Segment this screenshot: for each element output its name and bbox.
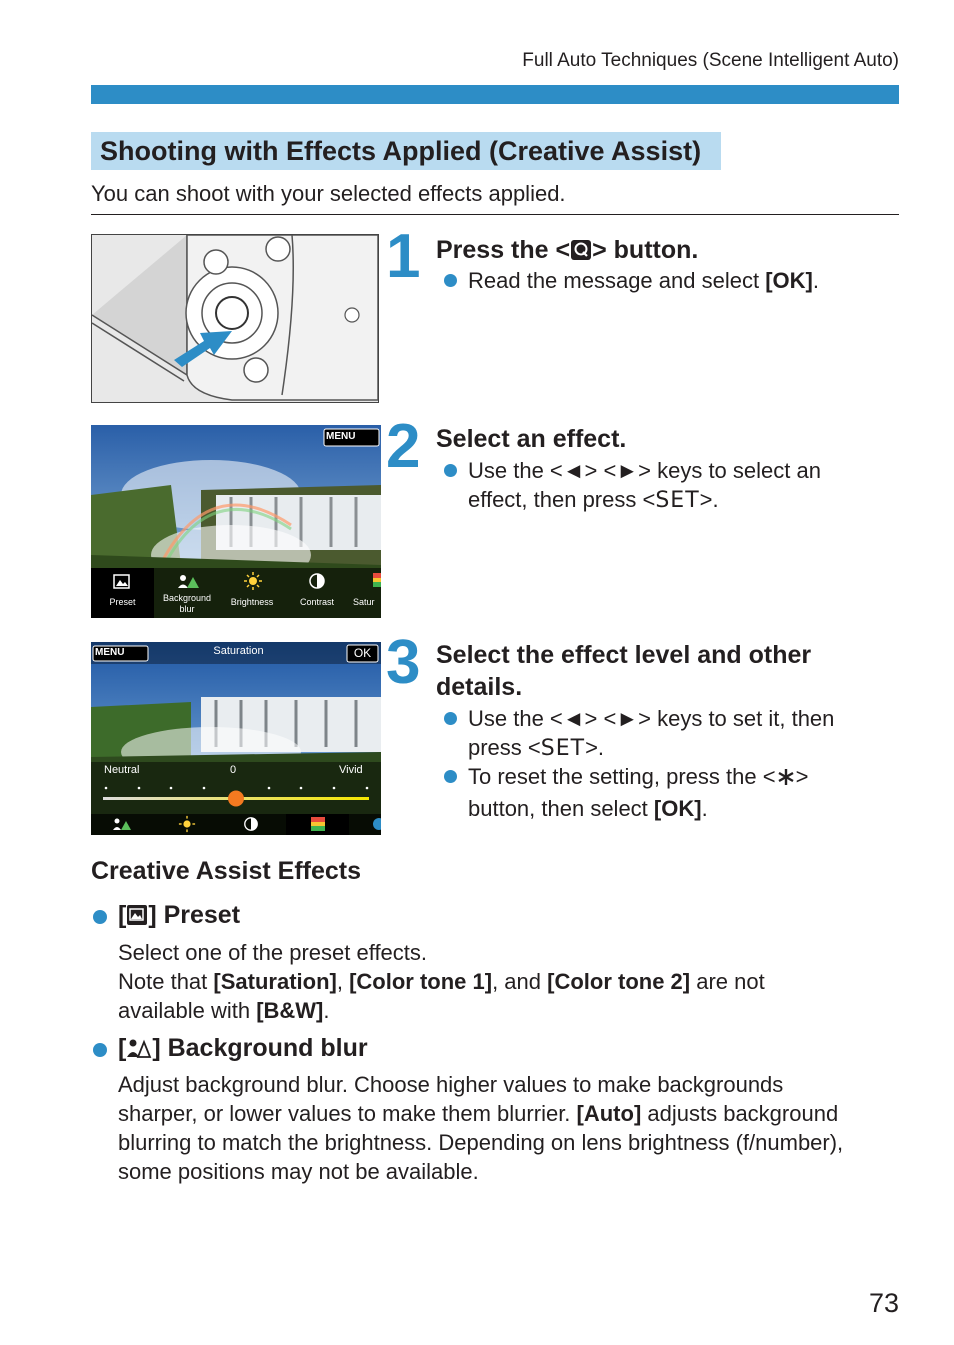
brightness-icon: [178, 815, 196, 833]
contrast-icon: [243, 816, 259, 832]
step-title: Select an effect.: [436, 425, 627, 453]
bullet-item: [468, 456, 898, 515]
ok-button: OK: [353, 646, 372, 660]
bullet-text: .: [812, 268, 819, 293]
desc-bold: [Auto]: [576, 1101, 642, 1126]
bracket: [: [118, 1034, 127, 1062]
saturation-icon: [373, 573, 381, 587]
desc-line: some positions may not be available.: [118, 1159, 479, 1184]
divider: [91, 214, 899, 215]
color-tone-icon: [371, 817, 381, 831]
preset-icon: [113, 573, 133, 591]
desc-line: Select one of the preset effects.: [118, 940, 428, 965]
bullet-text: Use the <◄> <►> keys to select an: [468, 458, 821, 483]
bullet-text: Read the message and select: [468, 268, 766, 293]
step-title: [436, 234, 896, 269]
desc-part: .: [323, 998, 330, 1023]
brightness-icon: [243, 571, 263, 591]
step-title-text: > button.: [592, 236, 699, 264]
desc-bold: [Color tone 2]: [547, 969, 691, 994]
effect-title-text: ] Preset: [148, 901, 241, 929]
effects-heading: Creative Assist Effects: [91, 857, 362, 885]
bullet-text: Use the <◄> <►> keys to set it, then: [468, 706, 835, 731]
waterfall-photo: [91, 425, 381, 618]
bullet-item: [468, 266, 898, 295]
bullet-text-part: press <: [468, 735, 541, 760]
q-button-icon: [570, 237, 592, 269]
bullet-dot: [93, 1043, 107, 1057]
desc-line: [118, 967, 908, 996]
menu-back-button: MENU: [326, 431, 356, 442]
desc-part: ,: [336, 969, 350, 994]
effect-level-screen: [91, 642, 381, 835]
intro-text: You can shoot with your selected effects applied.: [91, 181, 566, 206]
bullet-text: [468, 794, 898, 823]
bullet-text: [468, 733, 898, 763]
tab-contrast: Contrast: [299, 597, 334, 607]
step-number: 2: [386, 412, 421, 481]
bracket: [: [118, 901, 127, 929]
chapter-bar: [91, 85, 899, 104]
effect-title-text: ] Background blur: [152, 1034, 368, 1062]
camera-back-illustration: [91, 234, 379, 403]
tab-saturation: Satur: [353, 597, 375, 607]
erase-asterisk-icon: [776, 765, 796, 794]
bullet-text-part: To reset the setting, press the <: [468, 764, 776, 789]
saturation-icon: [311, 817, 325, 831]
bullet-item: [468, 762, 898, 823]
bullet-text-part: >.: [585, 735, 605, 760]
desc-part: are not: [690, 969, 765, 994]
effect-select-screen: [91, 425, 381, 618]
bullet-text-part: >.: [699, 487, 719, 512]
desc-part: available with: [118, 998, 257, 1023]
bullet-text: [468, 762, 898, 794]
running-header: Full Auto Techniques (Scene Intelligent Auto): [522, 50, 899, 71]
step-number: 3: [386, 628, 421, 697]
bullet-item: [468, 704, 898, 763]
background-blur-icon: [111, 817, 133, 831]
level-slider-knob[interactable]: [228, 791, 244, 807]
bullet-bold: [OK]: [653, 796, 702, 821]
set-button-glyph: SET: [540, 736, 586, 761]
desc-part: sharper, or lower values to make them blurrier.: [118, 1101, 577, 1126]
tab-background-blur: Background blur: [162, 593, 212, 614]
contrast-icon: [308, 572, 326, 590]
preset-icon: [126, 904, 148, 933]
desc-bold: [Color tone 1]: [349, 969, 493, 994]
desc-line: [118, 996, 908, 1025]
effect-title-preset: [118, 901, 240, 933]
bullet-bold: [OK]: [765, 268, 813, 293]
slider-min-label: Neutral: [104, 764, 140, 776]
desc-bold: [Saturation]: [213, 969, 337, 994]
tab-brightness: Brightness: [230, 597, 274, 607]
desc-line: blurring to match the brightness. Depending on lens brightness (f/number),: [118, 1130, 844, 1155]
effect-description: [118, 938, 908, 1025]
desc-bold: [B&W]: [256, 998, 324, 1023]
bullet-dot: [93, 910, 107, 924]
bullet-text-part: .: [701, 796, 708, 821]
section-heading: Shooting with Effects Applied (Creative Assist): [91, 132, 721, 170]
page-number: 73: [868, 1288, 899, 1318]
waterfall-photo: [91, 642, 381, 835]
step-number: 1: [386, 222, 421, 291]
slider-max-label: Vivid: [339, 764, 363, 776]
bullet-text-part: >: [795, 764, 809, 789]
step-title: Select the effect level and other details.: [436, 641, 812, 701]
desc-line: [118, 1099, 908, 1128]
slider-value-label: 0: [230, 764, 237, 776]
bullet-text-part: button, then select: [468, 796, 654, 821]
bullet-text: [468, 485, 898, 515]
desc-part: Note that: [118, 969, 214, 994]
effect-title-background-blur: [118, 1034, 368, 1066]
background-blur-icon: [176, 573, 200, 589]
desc-part: , and: [492, 969, 548, 994]
effect-description: [118, 1070, 908, 1186]
tab-preset: Preset: [109, 597, 136, 607]
menu-back-button: MENU: [95, 647, 125, 658]
camera-back-icon: [92, 235, 378, 402]
set-button-glyph: SET: [655, 488, 700, 513]
desc-part: adjusts background: [641, 1101, 839, 1126]
step-title-text: Press the <: [436, 236, 571, 264]
background-blur-icon: [126, 1037, 152, 1066]
effect-title: Saturation: [213, 645, 264, 657]
bullet-text-part: effect, then press <: [468, 487, 656, 512]
desc-line: Adjust background blur. Choose higher values to make backgrounds: [118, 1072, 784, 1097]
